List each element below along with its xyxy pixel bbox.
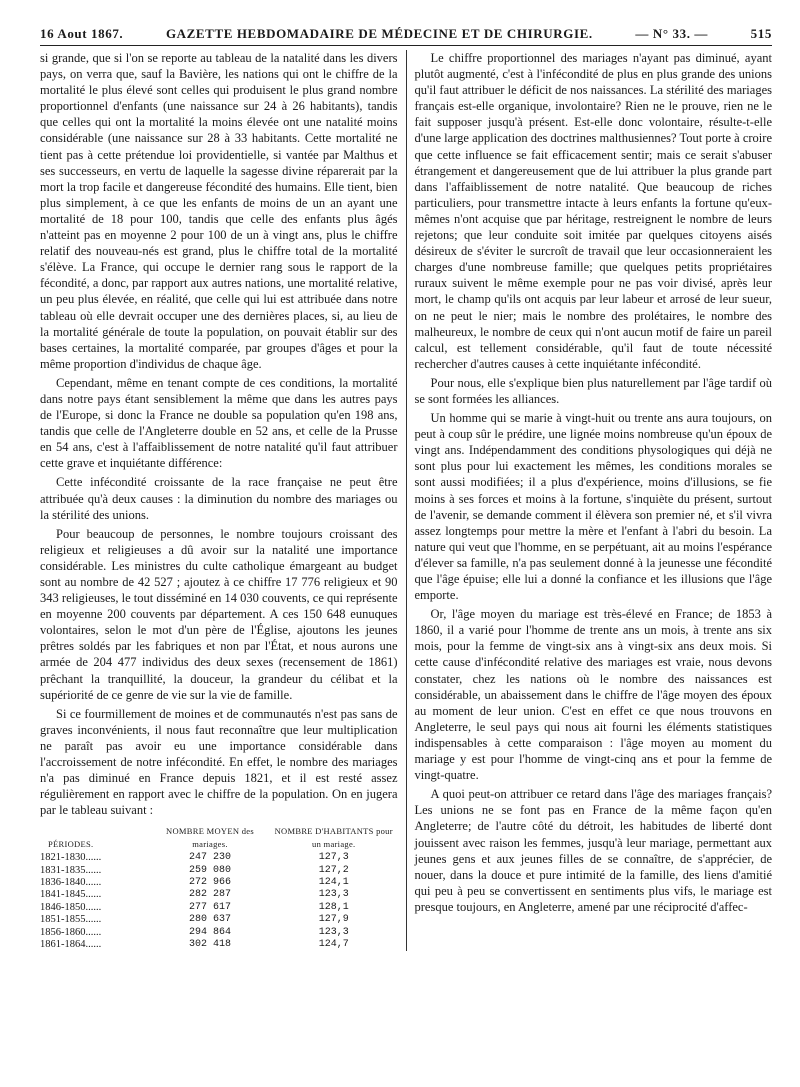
inhabitants-cell: 127,2	[318, 864, 349, 876]
right-column	[406, 50, 773, 951]
text-columns	[40, 50, 772, 951]
period-cell: 1841-1845......	[40, 889, 102, 901]
table-header-row	[40, 824, 398, 852]
column-header-periods: PÉRIODES.	[48, 838, 94, 849]
inhabitants-cell: 123,3	[318, 889, 349, 901]
table-row	[40, 914, 398, 926]
marriage-statistics-table	[40, 824, 398, 951]
period-cell: 1861-1864......	[40, 939, 102, 951]
page-number: 515	[750, 26, 772, 41]
publication-title: GAZETTE HEBDOMADAIRE DE MÉDECINE ET DE CHIRURGIE.	[165, 26, 593, 41]
period-cell: 1831-1835......	[40, 864, 102, 876]
paragraph: Cette infécondité croissante de la race française ne peut être attribuée qu'à deux causes : la diminution du nombre des mariages ou la stérilité des unions.	[40, 475, 398, 522]
marriages-cell: 272 966	[188, 877, 231, 889]
period-cell: 1821-1830......	[40, 852, 102, 864]
marriages-cell: 247 230	[188, 852, 231, 864]
marriages-cell: 259 080	[188, 864, 231, 876]
paragraph: Le chiffre proportionnel des mariages n'ayant pas diminué, ayant plutôt augmenté, c'est à l'infécondité de plus en plus grande des unions qu'il faut attribuer le déficit de nos naissances. La stérilité des mariages français est-elle organique, involontaire? Rien ne le prouve, rien ne le fait supposer jusqu'à présent. Est-elle donc volontaire, résulte-t-elle d'une large application des doctrines malthusiennes? Tout porte à croire que cette influence se fait efficacement sentir; mais ce serait s'abuser étrangement et dangereusement que de lui attribuer la plus grande part dans l'affaiblissement de notre natalité. Que beaucoup de riches particuliers, pour transmettre intacte à leurs enfants la fortune qu'eux-mêmes n'ont acquise que par héritage, restreignent le nombre de leurs rejetons; que leur conduite soit imitée par quelques citoyens aisés désireux de s'éviter le surcroît de travail que leur occasionneraient les charges d'une nombreuse famille; que quelques petits propriétaires ruraux suivent le même exemple pour ne pas voir divisé, après leur mort, le champ qu'ils ont acquis par leur labeur et arrosé de leur sueur, on ne peut le nier; mais le nombre des prolétaires, le nombre des malheureux, le nombre de ceux qui n'ont aucun motif de faire un pareil calcul, est tellement considérable, qu'il faut de toute nécessité rechercher d'autres causes à cette inquiétante infécondité.	[414, 51, 772, 371]
table-body	[40, 852, 398, 951]
inhabitants-cell: 127,3	[318, 852, 349, 864]
column-header-marriages: NOMBRE MOYEN des mariages.	[166, 826, 254, 849]
left-column	[40, 50, 406, 951]
paragraph: Pour nous, elle s'explique bien plus naturellement par l'âge tardif où se sont formées les alliances.	[414, 375, 772, 406]
table-row	[40, 852, 398, 864]
table-row	[40, 889, 398, 901]
table-row	[40, 877, 398, 889]
issue-date: 16 Aout 1867.	[40, 26, 124, 41]
column-header-inhabitants: NOMBRE D'HABITANTS pour un mariage.	[274, 826, 393, 849]
marriages-cell: 280 637	[188, 914, 231, 926]
inhabitants-cell: 127,9	[318, 914, 349, 926]
page-header	[40, 26, 772, 46]
inhabitants-cell: 124,7	[318, 939, 349, 951]
marriages-cell: 302 418	[188, 939, 231, 951]
issue-number: — N° 33. —	[635, 26, 708, 41]
period-cell: 1836-1840......	[40, 877, 102, 889]
marriages-cell: 294 864	[188, 926, 231, 938]
table-row	[40, 902, 398, 914]
inhabitants-cell: 123,3	[318, 926, 349, 938]
period-cell: 1851-1855......	[40, 914, 102, 926]
table-row	[40, 939, 398, 951]
marriages-cell: 277 617	[188, 901, 231, 913]
period-cell: 1856-1860......	[40, 926, 102, 938]
paragraph: Cependant, même en tenant compte de ces conditions, la mortalité dans notre pays étant sensiblement la même que dans les autres pays de l'Europe, si donc la France ne double sa population qu'en 198 ans, tandis que celle de l'Angleterre double en 52 ans, et celle de la Prusse en 54 ans, c'est à l'affaiblissement de notre natalité qu'il faut attribuer cette grave et inquiétante différence:	[40, 375, 398, 471]
paragraph: Or, l'âge moyen du mariage est très-élevé en France; de 1853 à 1860, il a varié pour l'homme de trente ans un mois, à trente ans six mois, pour la femme de vingt-six ans à vingt-six ans deux mois. Si cette cause d'infécondité relative des mariages est vraie, nous devons constater, chez les nations où le nombre des naissances est considérable, un abaissement dans le chiffre de l'âge moyen des époux au moment de leur union. C'est en effet ce que nous trouvons en Angleterre, le seul pays qui nous ait fourni les éléments statistiques indispensables à cette comparaison : l'âge moyen au moment du mariage y est pour l'homme de vingt-cinq ans et pour la femme de vingt-quatre.	[414, 607, 772, 783]
paragraph: si grande, que si l'on se reporte au tableau de la natalité dans les divers pays, on verra que, sauf la Bavière, les nations qui ont le chiffre de la mortalité le plus élevé sont celles qui produisent le plus grand nombre proportionnel d'enfants (une naissance sur 24 à 26 habitants), tandis que celles qui ont la mortalité la moins élevée ont une natalité moins considérable (une naissance sur 28 à 33 habitants. Cette mortalité ne tient pas à cette prétendue loi providentielle, si vantée par Malthus et ses successeurs, en vertu de laquelle la sagesse divine réparerait par la mort la trop facile et dangereuse fécondité des humains. Elle tient, bien plus simplement, à ce que les enfants de moins de un an ayant une mortalité de 18 pour 100, tandis que celle des enfants plus âgés n'atteint pas en moyenne 2 pour 100 de un à vingt ans, plus le chiffre relatif des nouveau-nés est grand, plus le chiffre total de la mortalité s'élève. La France, qui occupe le dernier rang sous le rapport de la fécondité, a donc, par rapport aux autres nations, une mortalité relative, un peu plus élevée, en réalité, que celle qui lui est attribuée dans notre tableau où elle devrait occuper une des dernières places, si, au lieu de la mortalité générale de toute la population, on pouvait établir sur des bases certaines, la mortalité comparée, par groupes d'âges et pour la même proportion d'individus de chaque âge.	[40, 51, 398, 371]
paragraph: Un homme qui se marie à vingt-huit ou trente ans aura toujours, on peut à coup sûr le prédire, une lignée moins nombreuse qu'un époux de vingt ans. Indépendamment des conditions physologiques qui déjà ne sont plus pour lui exactement les mêmes, les conditions morales se sont aussi modifiées; il a plus d'expérience, moins d'illusions, se fie moins à ses forces et moins à la fortune, s'inquiète du présent, surtout de l'avenir, se demande comment il élèvera son premier né, et s'il vivra assez longtemps pour mettre la mère et l'enfant à l'abri du besoin. La nature qui veut que l'homme, en se perpétuant, ait au moins l'espérance d'élever sa famille, n'a pas seulement donné à la jeunesse une fécondité que l'âge épuise; elle lui a donné la confiance et les illusions que l'âge emporte.	[414, 411, 772, 603]
inhabitants-cell: 128,1	[318, 901, 349, 913]
paragraph: Pour beaucoup de personnes, le nombre toujours croissant des religieux et religieuses a dû avoir sur la natalité une importance considérable. Les ministres du culte catholique émargeant au budget sont au nombre de 42 527 ; ajoutez à ce chiffre 17 776 religieux et 90 343 religieuses, le tout disséminé en 14 030 couvents, ce qui représente en moyenne 200 couvents par département. A ces 150 648 eunuques volontaires, selon le mot d'un père de l'Église, ajoutons les jeunes prêtres soldés par les fabriques et non par l'État, et nous aurons une armée de 204 477 individus des deux sexes (recensement de 1861) prêchant la tranquillité, la douceur, la grandeur du célibat et la supériorité de ce genre de vie sur la vie de famille.	[40, 526, 398, 702]
marriages-cell: 282 287	[188, 889, 231, 901]
inhabitants-cell: 124,1	[318, 877, 349, 889]
paragraph: Si ce fourmillement de moines et de communautés n'est pas sans de graves inconvénients, il nous faut reconnaître que leur multiplication ne paraît pas avoir eu une importance considérable dans l'accroissement de notre infécondité. En effet, le nombre des mariages n'a pas diminué en France depuis 1821, et il est resté assez régulièrement en rapport avec le chiffre de la population. On en jugera par le tableau suivant :	[40, 706, 398, 818]
period-cell: 1846-1850......	[40, 901, 102, 913]
table-row	[40, 927, 398, 939]
paragraph: A quoi peut-on attribuer ce retard dans l'âge des mariages français? Les unions ne se font pas en France de la même façon qu'en Angleterre; de l'autre côté du détroit, les habitudes de liberté dont jouissent avec raison les femmes, jusqu'à leur mariage, permettant aux jeunes gens et aux jeunes filles de se connaître, de s'apprécier, de nouer, dans la douce et pure intimité de la famille, des liens d'amitié qui peu à peu se convertissent en sentiments plus vifs, le mariage est presque toujours, en Angleterre, amené par une réciprocité d'affec-	[414, 787, 772, 914]
table-row	[40, 865, 398, 877]
